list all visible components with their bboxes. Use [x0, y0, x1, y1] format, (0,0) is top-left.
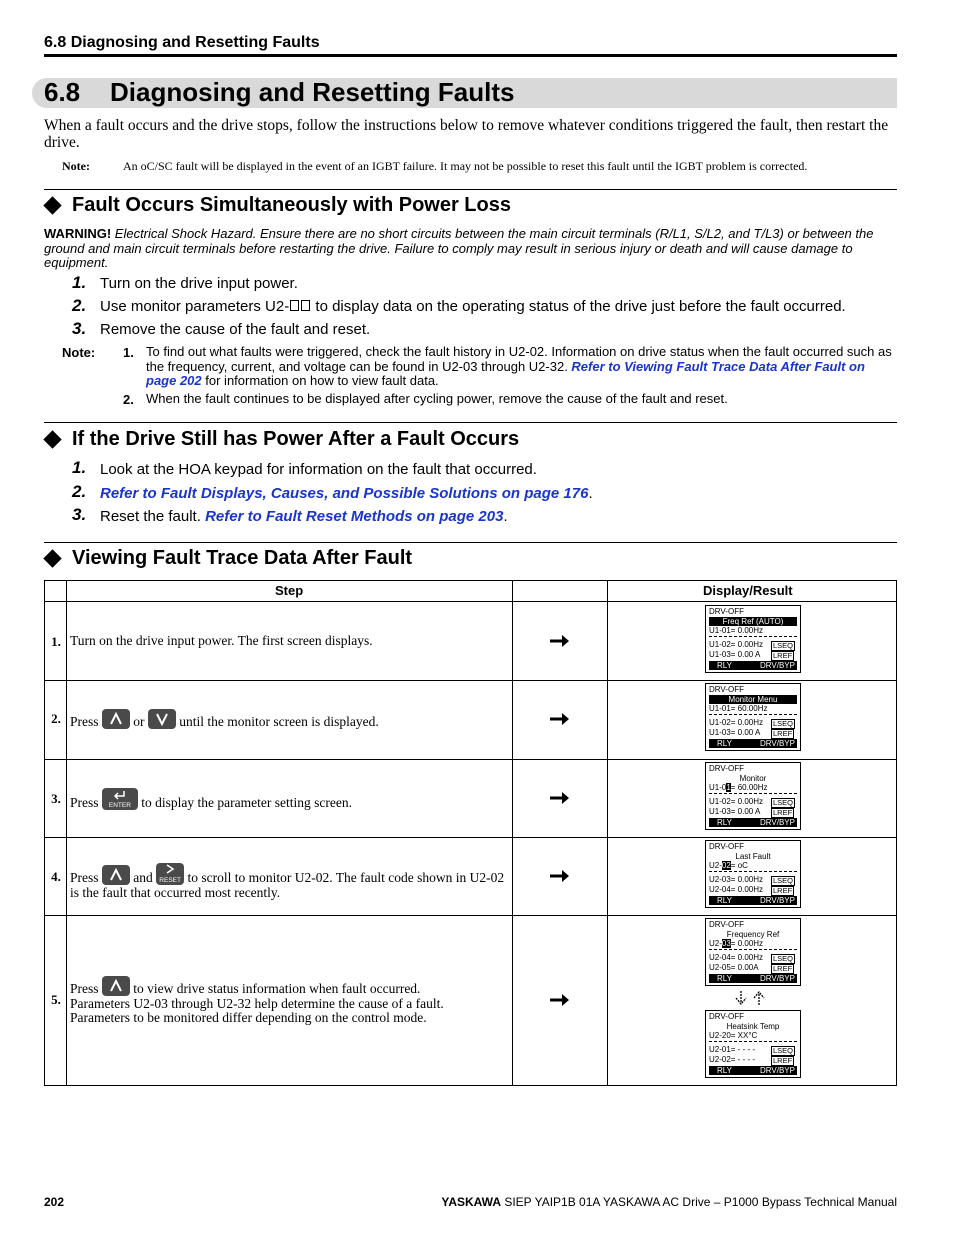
lcd-drvbyp: DRV/BYP	[760, 1066, 795, 1075]
table-row-line	[45, 601, 896, 602]
lcd-divider	[709, 871, 797, 872]
lcd-lseq-badge: LSEQ	[773, 798, 794, 807]
lcd-divider	[709, 636, 797, 637]
lcd-line: U2-02= - - - -	[709, 1055, 756, 1064]
step-text-end: .	[503, 508, 508, 525]
lcd-line: U1-03= 0.00 A	[709, 728, 761, 737]
lcd-rly: RLY	[717, 974, 732, 983]
lcd-drvbyp: DRV/BYP	[760, 661, 795, 670]
row-text-line: is the fault that occurred most recently.	[70, 884, 281, 900]
row-text-a: to view drive status information when fault occurred.	[133, 981, 421, 996]
section-rule	[44, 422, 897, 423]
lcd-bottom-bar	[709, 739, 797, 748]
lcd-divider	[709, 949, 797, 950]
row-text-line	[70, 863, 504, 886]
step-number: 3.	[72, 505, 87, 524]
table-row-line	[45, 837, 896, 838]
note-number: 1.	[123, 345, 134, 360]
lcd-line: U1-03= 0.00 A	[709, 650, 761, 659]
right-chevron-icon	[165, 864, 175, 874]
lcd-title: Monitor Menu	[709, 695, 797, 704]
step-number: 1.	[72, 458, 87, 477]
press-label: Press	[70, 870, 99, 885]
page-number: 202	[44, 1195, 65, 1209]
lcd-rly: RLY	[717, 739, 732, 748]
placeholder-boxes-icon	[289, 300, 311, 312]
note-text-b: for information on how to view fault data.	[201, 373, 439, 388]
lcd-line: U1-02= 0.00Hz	[709, 797, 764, 806]
right-arrow-icon	[550, 791, 570, 805]
right-arrow-icon	[550, 712, 570, 726]
note-text: When the fault continues to be displayed after cycling power, remove the cause of the fault and reset.	[146, 391, 728, 406]
lcd-title: Heatsink Temp	[726, 1022, 780, 1031]
step-text: Remove the cause of the fault and reset.	[100, 321, 371, 338]
and-label: and	[133, 870, 153, 885]
section-title-fault-trace: Viewing Fault Trace Data After Fault	[72, 547, 413, 569]
lcd-state: DRV-OFF	[709, 842, 744, 851]
lcd-drvbyp: DRV/BYP	[760, 896, 795, 905]
lcd-line	[709, 783, 768, 792]
lcd-lseq-badge: LSEQ	[773, 1046, 794, 1055]
lcd-screen	[705, 762, 801, 830]
row-number: 1.	[51, 634, 61, 649]
lcd-state: DRV-OFF	[709, 764, 744, 773]
row-number: 3.	[51, 791, 61, 806]
row-number: 2.	[51, 711, 61, 726]
footer-brand: YASKAWA	[441, 1195, 501, 1209]
down-arrow-icon	[155, 712, 169, 726]
warning-block	[44, 227, 900, 271]
lcd-drvbyp: DRV/BYP	[760, 818, 795, 827]
lcd-line: U2-01= - - - -	[709, 1045, 756, 1054]
up-arrow-icon	[109, 712, 123, 726]
lcd-screen	[705, 1010, 801, 1078]
reset-key-label: RESET	[159, 877, 181, 884]
table-header-result: Display/Result	[703, 583, 793, 598]
lcd-line: U2-20= XX°C	[709, 1031, 758, 1040]
diamond-icon	[43, 196, 61, 214]
lcd-rly: RLY	[717, 1066, 732, 1075]
note-text: An oC/SC fault will be displayed in the event of an IGBT failure. It may not be possible to reset this fault until the IGBT problem is corrected.	[123, 159, 808, 173]
running-head: 6.8 Diagnosing and Resetting Faults	[44, 34, 320, 51]
lcd-bottom-bar	[709, 974, 797, 983]
note-label: Note:	[62, 159, 90, 173]
lcd-cursor-digit: 02	[721, 861, 731, 870]
row-text-b: to display the parameter setting screen.	[141, 795, 352, 810]
row-text: Turn on the drive input power. The first screen displays.	[70, 633, 373, 648]
up-key-button[interactable]	[102, 865, 130, 885]
step-text	[100, 508, 508, 525]
lcd-rly: RLY	[717, 661, 732, 670]
link-fault-displays[interactable]: Refer to Fault Displays, Causes, and Possible Solutions on page 176	[100, 485, 589, 502]
or-label: or	[133, 714, 145, 729]
row-text-a: to scroll to monitor U2-02. The fault code shown in U2-02	[187, 870, 505, 885]
table-row-line	[45, 759, 896, 760]
up-arrow-icon	[109, 868, 123, 882]
lcd-drvbyp: DRV/BYP	[760, 974, 795, 983]
step-number: 1.	[72, 273, 87, 292]
lcd-param-prefix: U2-	[709, 861, 722, 870]
enter-key-label: ENTER	[108, 802, 131, 809]
lcd-line: U1-02= 0.00Hz	[709, 718, 764, 727]
lcd-screen	[705, 918, 801, 986]
press-label: Press	[70, 795, 99, 810]
lcd-line: U1-03= 0.00 A	[709, 807, 761, 816]
table-divider	[607, 581, 608, 1085]
lcd-line	[709, 861, 748, 870]
step-number: 3.	[72, 319, 87, 338]
lcd-title: Monitor	[739, 774, 767, 783]
footer-text	[441, 1195, 897, 1209]
lcd-line: U1-01= 0.00Hz	[709, 626, 764, 635]
lcd-divider	[709, 793, 797, 794]
note-text	[146, 345, 898, 389]
enter-key-button[interactable]	[102, 788, 138, 810]
lcd-cursor-digit: 03	[721, 939, 731, 948]
note-number: 2.	[123, 392, 134, 407]
note-text-a: To find out what faults were triggered, check the fault history in U2-02. Information on drive status when the fault occurred such as the frequency, current, and voltage can be found in U2-03 through U2-32.	[146, 344, 892, 374]
up-key-button[interactable]	[102, 709, 130, 729]
row-number: 4.	[51, 869, 61, 884]
press-label: Press	[70, 714, 99, 729]
step-text-a: Reset the fault.	[100, 508, 206, 525]
diamond-icon	[43, 430, 61, 448]
lcd-divider	[709, 714, 797, 715]
table-header-step: Step	[275, 583, 304, 598]
up-key-button[interactable]	[102, 976, 130, 996]
link-fault-reset-methods[interactable]: Refer to Fault Reset Methods on page 203	[205, 508, 504, 525]
lcd-line	[709, 939, 763, 948]
step-text	[100, 485, 593, 502]
lcd-rly: RLY	[717, 818, 732, 827]
lcd-divider	[709, 1041, 797, 1042]
intro-paragraph: When a fault occurs and the drive stops, follow the instructions below to remove whatever conditions triggered the fault, then restart the drive.	[44, 117, 889, 151]
lcd-title: Frequency Ref	[726, 930, 780, 939]
table-row-line	[45, 680, 896, 681]
lcd-cursor-digit: 1	[726, 783, 731, 792]
row-number: 5.	[51, 992, 61, 1007]
down-key-button[interactable]	[148, 709, 176, 729]
lcd-bottom-bar	[709, 818, 797, 827]
lcd-lref-badge: LREF	[773, 964, 793, 973]
lcd-lseq-badge: LSEQ	[773, 954, 794, 963]
lcd-bottom-bar	[709, 1066, 797, 1075]
lcd-title: Freq Ref (AUTO)	[709, 617, 797, 626]
press-label: Press	[70, 981, 99, 996]
lcd-lref-badge: LREF	[773, 1056, 793, 1065]
step-number: 2.	[72, 296, 87, 315]
step-text	[100, 298, 846, 315]
warning-text: Electrical Shock Hazard. Ensure there are no short circuits between the main circuit terminals (R/L1, S/L2, and T/L3) or between the ground and main circuit terminals before restarting the drive. Failure to comply may result in serious injury or death and will cause damage to equipment.	[44, 226, 874, 270]
lcd-line: U2-03= 0.00Hz	[709, 875, 764, 884]
lcd-screen	[705, 683, 801, 751]
row-text-line	[70, 976, 444, 997]
row-text	[70, 709, 379, 730]
lcd-param-prefix: U1-0	[709, 783, 727, 792]
reset-key-button[interactable]	[156, 863, 184, 885]
lcd-bottom-bar	[709, 896, 797, 905]
lcd-param-value: = 0.00Hz	[730, 939, 764, 948]
lcd-lref-badge: LREF	[773, 886, 793, 895]
section-rule	[44, 189, 897, 190]
lcd-state: DRV-OFF	[709, 920, 744, 929]
note-label: Note:	[62, 345, 96, 360]
step-text: Look at the HOA keypad for information on the fault that occurred.	[100, 461, 537, 478]
row-text-b: until the monitor screen is displayed.	[179, 714, 379, 729]
right-arrow-icon	[550, 869, 570, 883]
footer-manual-title: SIEP YAIP1B 01A YASKAWA AC Drive – P1000 Bypass Technical Manual	[501, 1195, 897, 1209]
lcd-line: U2-05= 0.00A	[709, 963, 759, 972]
lcd-screen	[705, 605, 801, 673]
lcd-param-value: = oC	[730, 861, 748, 870]
table-divider	[66, 581, 67, 1085]
lcd-lseq-badge: LSEQ	[773, 876, 794, 885]
step-text-end: .	[588, 485, 593, 502]
step-text: Turn on the drive input power.	[100, 275, 298, 292]
step-number: 2.	[72, 482, 87, 501]
step-text-a: Use monitor parameters U2-	[100, 298, 290, 315]
lcd-screen	[705, 840, 801, 908]
lcd-lseq-badge: LSEQ	[773, 641, 794, 650]
enter-icon	[113, 790, 127, 800]
lcd-param-prefix: U2-	[709, 939, 722, 948]
lcd-line: U2-04= 0.00Hz	[709, 953, 764, 962]
row-text-line: Parameters U2-03 through U2-32 help determine the cause of a fault.	[70, 995, 444, 1011]
lcd-title: Last Fault	[735, 852, 771, 861]
table-divider	[512, 581, 513, 1085]
page-title: Diagnosing and Resetting Faults	[110, 77, 515, 107]
lcd-state: DRV-OFF	[709, 607, 744, 616]
header-rule	[44, 54, 897, 57]
lcd-state: DRV-OFF	[709, 685, 744, 694]
row-text-line: Parameters to be monitored differ depending on the control mode.	[70, 1010, 427, 1025]
lcd-rly: RLY	[717, 896, 732, 905]
lcd-lref-badge: LREF	[773, 808, 793, 817]
lcd-lref-badge: LREF	[773, 651, 793, 660]
step-text-b: to display data on the operating status of the drive just before the fault occurred.	[311, 298, 846, 315]
row-text	[70, 788, 352, 811]
lcd-line: U2-04= 0.00Hz	[709, 885, 764, 894]
lcd-drvbyp: DRV/BYP	[760, 739, 795, 748]
link-viewing-fault-trace[interactable]: Refer to Viewing Fault Trace Data After Fault on page 202	[146, 358, 865, 388]
section-rule	[44, 542, 897, 543]
lcd-lref-badge: LREF	[773, 729, 793, 738]
scroll-up-down-icon	[734, 990, 766, 1006]
lcd-line: U1-02= 0.00Hz	[709, 640, 764, 649]
row-text	[70, 976, 444, 1026]
up-arrow-icon	[109, 979, 123, 993]
right-arrow-icon	[550, 993, 570, 1007]
lcd-line: U1-01= 60.00Hz	[709, 704, 768, 713]
lcd-lseq-badge: LSEQ	[773, 719, 794, 728]
lcd-param-value: = 60.00Hz	[730, 783, 768, 792]
lcd-state: DRV-OFF	[709, 1012, 744, 1021]
table-row-line	[45, 915, 896, 916]
section-number: 6.8	[44, 77, 81, 107]
section-title-power-loss: Fault Occurs Simultaneously with Power Loss	[72, 194, 511, 216]
section-title-still-has-power: If the Drive Still has Power After a Fault Occurs	[72, 428, 520, 450]
right-arrow-icon	[550, 634, 570, 648]
lcd-bottom-bar	[709, 661, 797, 670]
diamond-icon	[43, 549, 61, 567]
warning-label: WARNING!	[44, 226, 112, 241]
row-text	[70, 863, 504, 900]
